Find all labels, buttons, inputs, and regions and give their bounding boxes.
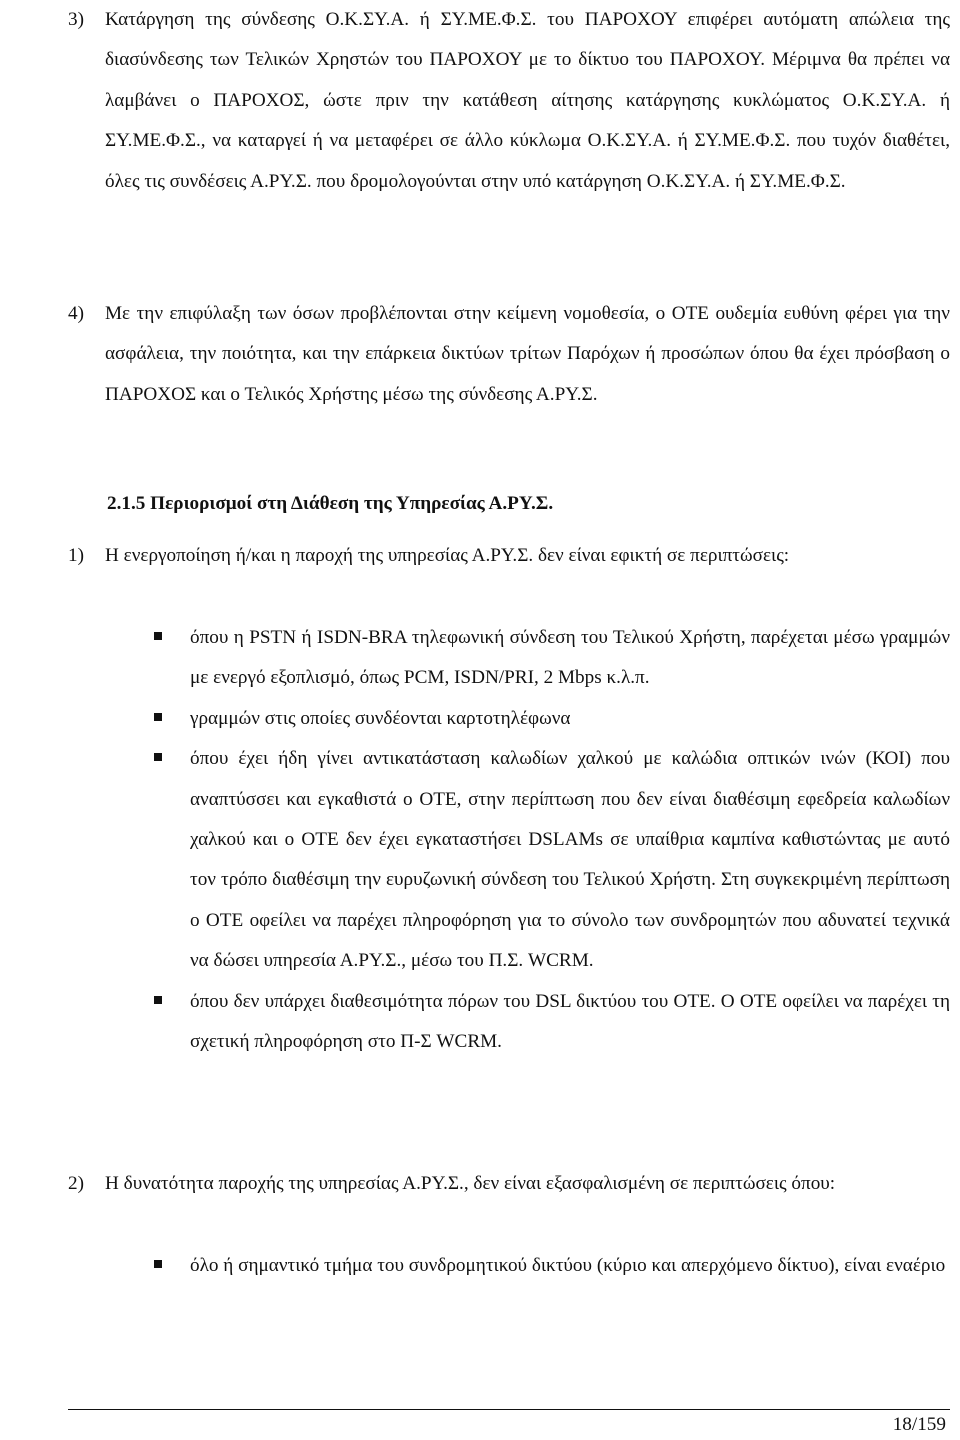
bullet-list-2	[150, 1246, 950, 1286]
list-item	[150, 618, 950, 699]
paragraph-number: 2)	[68, 1173, 84, 1194]
page-number: 18/159	[892, 1414, 946, 1435]
bullet-icon	[154, 632, 162, 640]
list-item-text: γραμμών στις οποίες συνδέονται καρτοτηλέφωνα	[190, 707, 571, 729]
bullet-icon	[154, 753, 162, 761]
list-item	[150, 1246, 950, 1286]
list-item-text: όπου δεν υπάρχει διαθεσιμότητα πόρων του DSL δικτύου του ΟΤΕ. Ο ΟΤΕ οφείλει να παρέχει τη σχετική πληροφόρηση στο Π-Σ WCRM.	[190, 990, 950, 1053]
paragraph-number: 1)	[68, 545, 84, 566]
paragraph-text: Η δυνατότητα παροχής της υπηρεσίας Α.ΡΥ.Σ., δεν είναι εξασφαλισμένη σε περιπτώσεις όπου:	[105, 1173, 836, 1194]
list-item-text: όπου έχει ήδη γίνει αντικατάσταση καλωδίων χαλκού με καλώδια οπτικών ινών (ΚΟΙ) που αναπτύσσει και εγκαθιστά ο ΟΤΕ, στην περίπτωση που δεν είναι διαθέσιμη εφεδρεία καλωδίων χαλκού και ο ΟΤΕ δεν έχει εγκαταστήσει DSLAMs σε υπαίθρια καμπίνα καθιστώντας με αυτό τον τρόπο διαθέσιμη την ευρυζωνική σύνδεση του Τελικού Χρήστη. Στη συγκεκριμένη περίπτωση ο ΟΤΕ οφείλει να παρέχει πληροφόρηση για το σύνολο των συνδρομητών που αδυνατεί τεχνικά να δώσει υπηρεσία Α.ΡΥ.Σ., μέσω του Π.Σ. WCRM.	[190, 748, 950, 972]
paragraph-2	[68, 1164, 950, 1204]
bullet-list-1	[150, 618, 950, 1062]
bullet-icon	[154, 713, 162, 721]
paragraph-4	[68, 294, 950, 415]
paragraph-number: 3)	[68, 9, 84, 30]
list-item-text: όλο ή σημαντικό τμήμα του συνδρομητικού δικτύου (κύριο και απερχόμενο δίκτυο), είναι εναέριο	[190, 1255, 946, 1276]
bullet-icon	[154, 1260, 162, 1268]
footer-divider	[68, 1409, 950, 1410]
paragraph-1	[68, 536, 950, 576]
list-item	[150, 739, 950, 981]
paragraph-text: Κατάργηση της σύνδεσης Ο.Κ.ΣΥ.Α. ή ΣΥ.ΜΕ.Φ.Σ. του ΠΑΡΟΧΟΥ επιφέρει αυτόματη απώλεια της διασύνδεσης των Τελικών Χρηστών του ΠΑΡΟΧΟΥ με το δίκτυο του ΠΑΡΟΧΟΥ. Μέριμνα θα πρέπει να λαμβάνει ο ΠΑΡΟΧΟΣ, ώστε πριν την κατάθεση αίτησης κατάργησης κυκλώματος Ο.Κ.ΣΥ.Α. ή ΣΥ.ΜΕ.Φ.Σ., να καταργεί ή να μεταφέρει σε άλλο κύκλωμα Ο.Κ.ΣΥ.Α. ή ΣΥ.ΜΕ.Φ.Σ. που τυχόν διαθέτει, όλες τις συνδέσεις Α.ΡΥ.Σ. που δρομολογούνται στην υπό κατάργηση Ο.Κ.ΣΥ.Α. ή ΣΥ.ΜΕ.Φ.Σ.	[105, 9, 950, 192]
paragraph-text: Με την επιφύλαξη των όσων προβλέπονται στην κείμενη νομοθεσία, ο ΟΤΕ ουδεμία ευθύνη φέρει για την ασφάλεια, την ποιότητα, και την επάρκεια δικτύων τρίτων Παρόχων ή προσώπων όπου θα έχει πρόσβαση ο ΠΑΡΟΧΟΣ και ο Τελικός Χρήστης μέσω της σύνδεσης Α.ΡΥ.Σ.	[105, 303, 950, 405]
section-heading: 2.1.5 Περιορισμοί στη Διάθεση της Υπηρεσίας Α.ΡΥ.Σ.	[107, 493, 554, 514]
paragraph-number: 4)	[68, 303, 84, 324]
list-item	[150, 699, 950, 739]
list-item-text: όπου η PSTN ή ISDN-BRA τηλεφωνική σύνδεση του Τελικού Χρήστη, παρέχεται μέσω γραμμών με ενεργό εξοπλισμό, όπως PCM, ISDN/PRI, 2 Mbps κ.λ.π.	[190, 627, 950, 689]
list-item	[150, 982, 950, 1063]
paragraph-text: Η ενεργοποίηση ή/και η παροχή της υπηρεσίας Α.ΡΥ.Σ. δεν είναι εφικτή σε περιπτώσεις:	[105, 545, 790, 566]
paragraph-3	[68, 0, 950, 202]
bullet-icon	[154, 996, 162, 1004]
